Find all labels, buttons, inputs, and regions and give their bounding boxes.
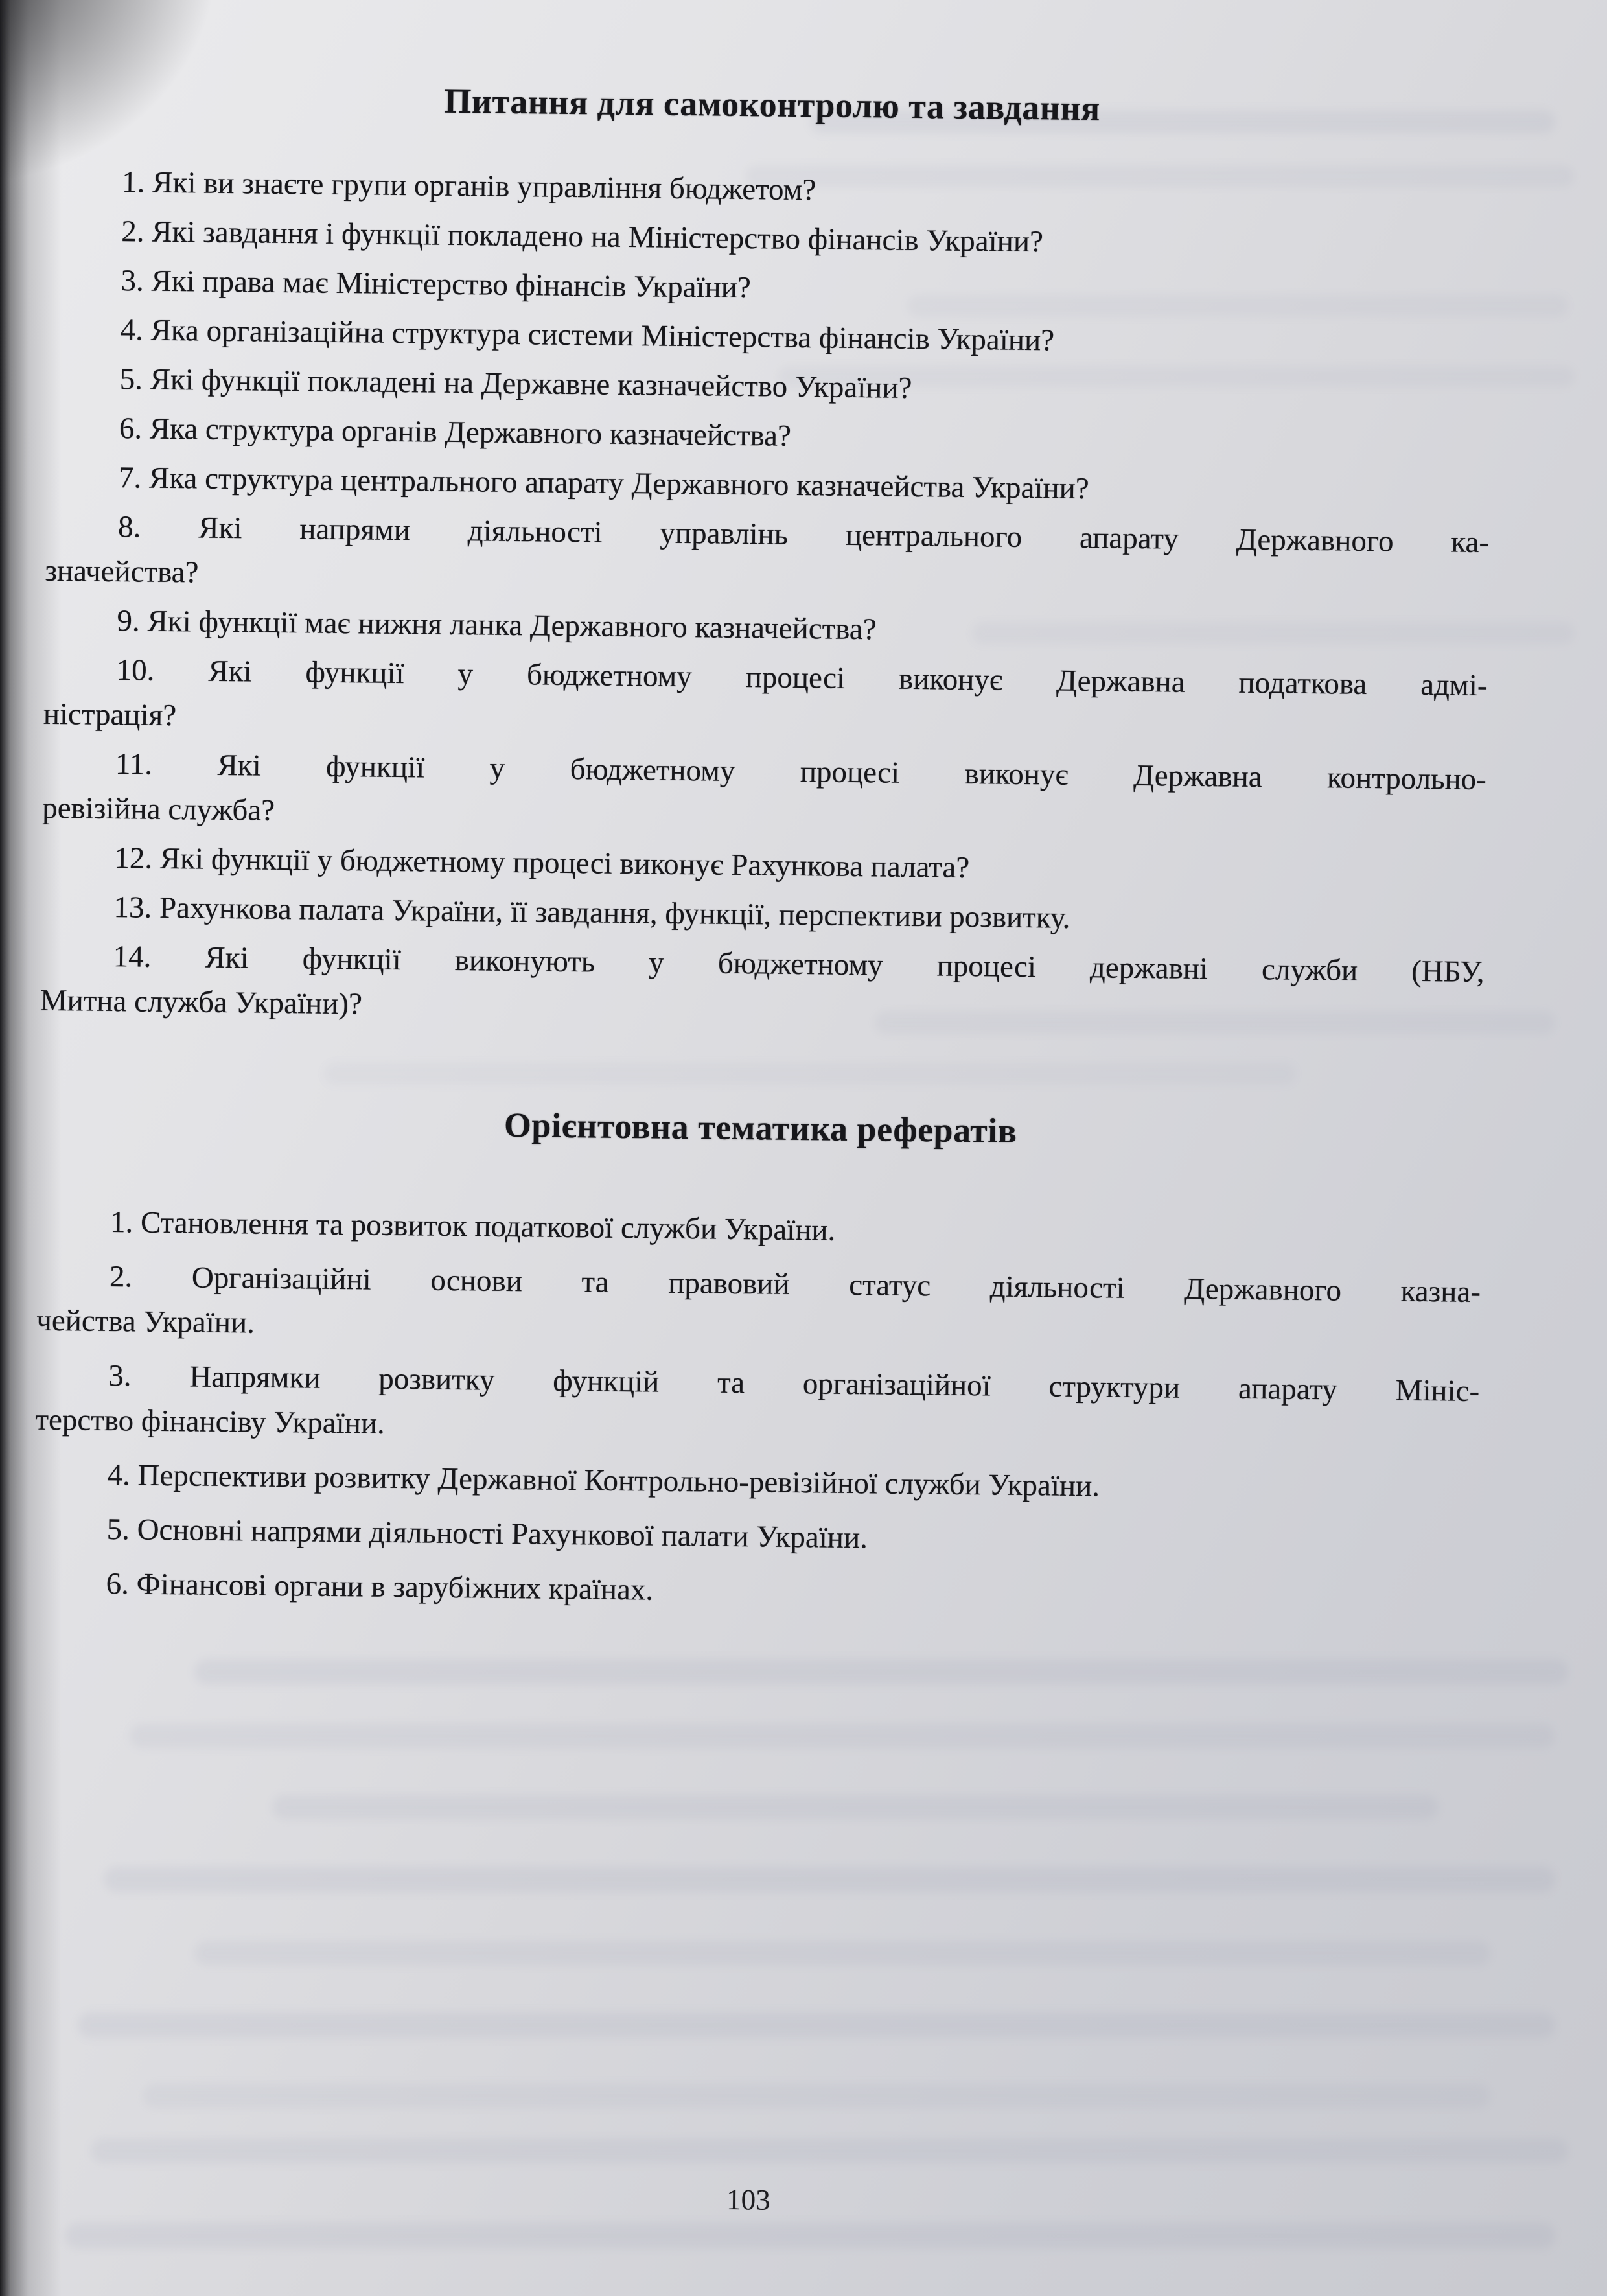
question-item-line: 14. Які функції виконують у бюджетному процесі державні служби (НБУ, [113, 940, 1485, 990]
topic-item [34, 1507, 1478, 1568]
topic-item-line: 6. Фінансові органи в зарубіжних країнах. [106, 1567, 654, 1607]
topic-item [36, 1254, 1481, 1360]
question-item-line: 9. Які функції має нижня ланка Державного казначейства? [117, 604, 877, 647]
questions-list [40, 159, 1493, 1039]
question-item-line: 6. Яка структура органів Державного казначейства? [119, 412, 792, 453]
question-item-line: 1. Які ви знаєте групи органів управління бюджетом? [121, 165, 816, 207]
topic-item-line: чейства України. [36, 1303, 255, 1340]
topic-item [35, 1353, 1479, 1459]
question-item-line: 11. Які функції у бюджетному процесі виконує Державна контрольно- [115, 747, 1487, 797]
topic-item-line: 4. Перспективи розвитку Державної Контрольно-ревізійної служби України. [107, 1458, 1100, 1503]
question-item-line: 4. Яка організаційна структура системи Міністерства фінансів України? [120, 313, 1055, 358]
question-item-line: Митна служба України)? [40, 983, 363, 1021]
question-item-line: 5. Які функції покладені на Державне казначейство України? [119, 362, 912, 406]
page-content [26, 76, 1494, 2257]
question-item [43, 647, 1487, 753]
section-title-questions: Питання для самоконтролю та завдання [444, 81, 1101, 128]
question-item-line: 8. Які напрями діяльності управлінь центрального апарату Державного ка- [117, 510, 1490, 560]
topic-item-line: 5. Основні напрями діяльності Рахункової палати України. [106, 1513, 868, 1555]
topic-item-line: 2. Організаційні основи та правовий статус діяльності Державного казна- [109, 1260, 1481, 1310]
question-item [42, 741, 1486, 847]
question-item-line: значейства? [45, 553, 199, 590]
question-item-line: 2. Які завдання і функції покладено на Міністерство фінансів України? [121, 215, 1044, 259]
topic-item-line: 3. Напрямки розвитку функцій та організаційної структури апарату Мініс- [108, 1359, 1480, 1409]
topic-item-line: 1. Становлення та розвиток податкової служби України. [110, 1205, 836, 1247]
question-item-line: 10. Які функції у бюджетному процесі виконує Державна податкова адмі- [116, 653, 1488, 703]
question-item-line: 7. Яка структура центрального апарату Державного казначейства України? [118, 461, 1089, 506]
page-number: 103 [726, 2183, 770, 2216]
question-item-line: 12. Які функції у бюджетному процесі виконує Рахункова палата? [114, 841, 970, 885]
question-item-line: 13. Рахункова палата України, її завдання, функції, перспективи розвитку. [113, 890, 1070, 935]
section-title-topics: Орієнтовна тематика рефератів [503, 1105, 1017, 1150]
topic-item [38, 1200, 1482, 1260]
question-item [45, 504, 1489, 610]
topic-item [34, 1452, 1479, 1513]
question-item-line: ністрація? [43, 697, 177, 733]
topic-item [33, 1561, 1477, 1622]
question-item-line: ревізійна служба? [41, 791, 275, 828]
question-item [40, 934, 1484, 1039]
question-item-line: 3. Які права має Міністерство фінансів України? [121, 264, 752, 305]
topics-list [33, 1200, 1481, 1622]
topic-item-line: терство фінансіву України. [35, 1402, 386, 1441]
